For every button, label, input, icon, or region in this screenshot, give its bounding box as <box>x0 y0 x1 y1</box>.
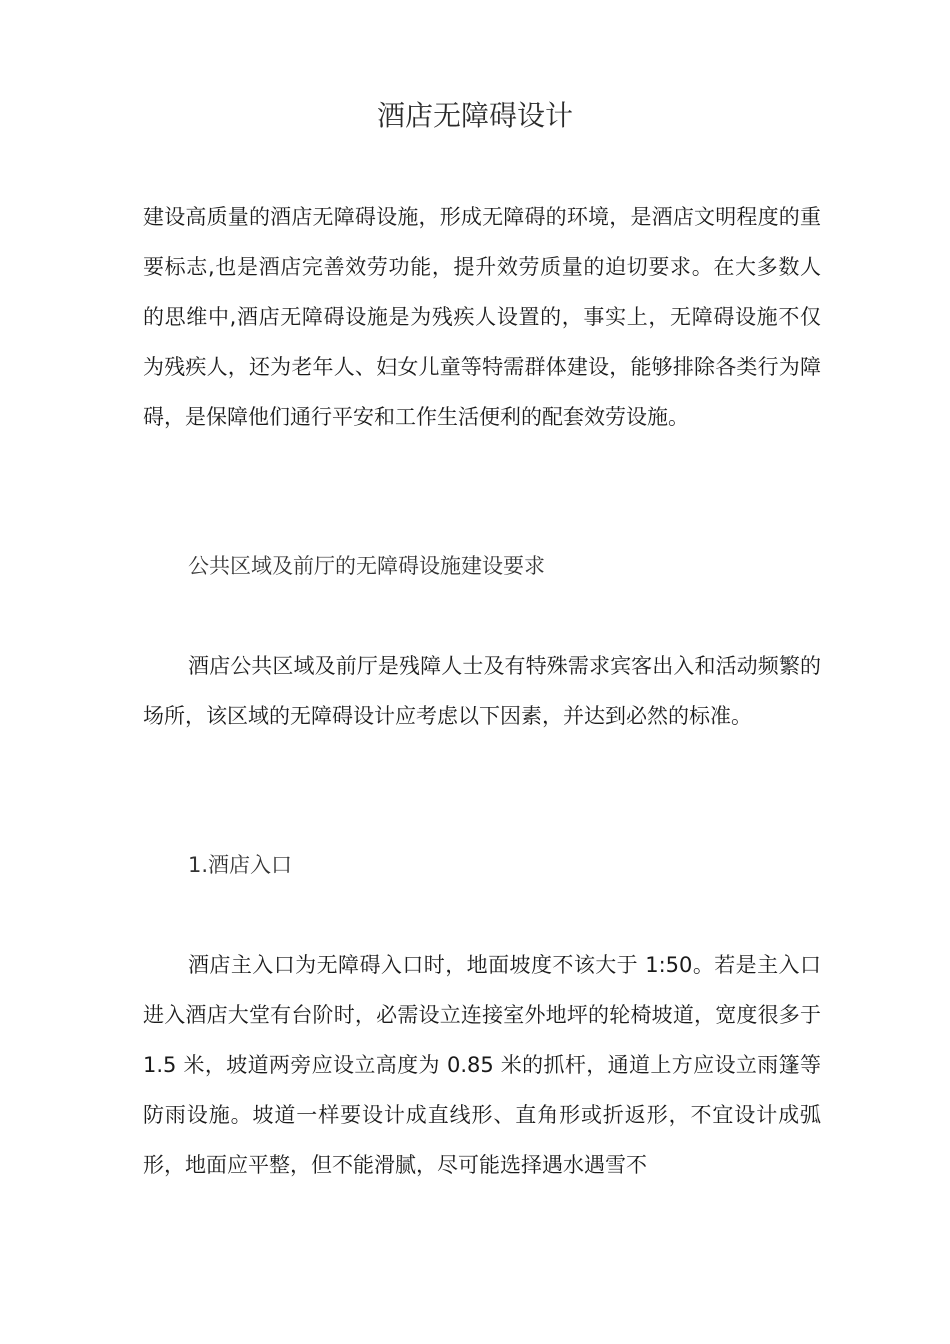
section-heading-public-area: 公共区域及前厅的无障碍设施建设要求 <box>188 554 545 578</box>
subsection-heading-entrance: 1.酒店入口 <box>188 853 293 877</box>
subsection-paragraph-entrance: 酒店主入口为无障碍入口时，地面坡度不该大于 1:50。若是主入口进入酒店大堂有台阶时，必需设立连接室外地坪的轮椅坡道，宽度很多于 1.5 米，坡道两旁应设立高度为 0.85 米的抓杆，通道上方应设立雨篷等防雨设施。坡道一样要设计成直线形、直角形或折返形，不宜设计成弧形，地面应平整，但不能滑腻，尽可能选择遇水遇雪不 <box>143 953 821 1177</box>
section-paragraph-public-area: 酒店公共区域及前厅是残障人士及有特殊需求宾客出入和活动频繁的场所，该区域的无障碍设计应考虑以下因素，并达到必然的标准。 <box>143 654 821 728</box>
document-title: 酒店无障碍设计 <box>376 99 573 132</box>
intro-paragraph: 建设高质量的酒店无障碍设施，形成无障碍的环境，是酒店文明程度的重要标志,也是酒店完善效劳功能，提升效劳质量的迫切要求。在大多数人的思维中,酒店无障碍设施是为残疾人设置的，事实上，无障碍设施不仅为残疾人，还为老年人、妇女儿童等特需群体建设，能够排除各类行为障碍，是保障他们通行平安和工作生活便利的配套效劳设施。 <box>143 205 821 429</box>
